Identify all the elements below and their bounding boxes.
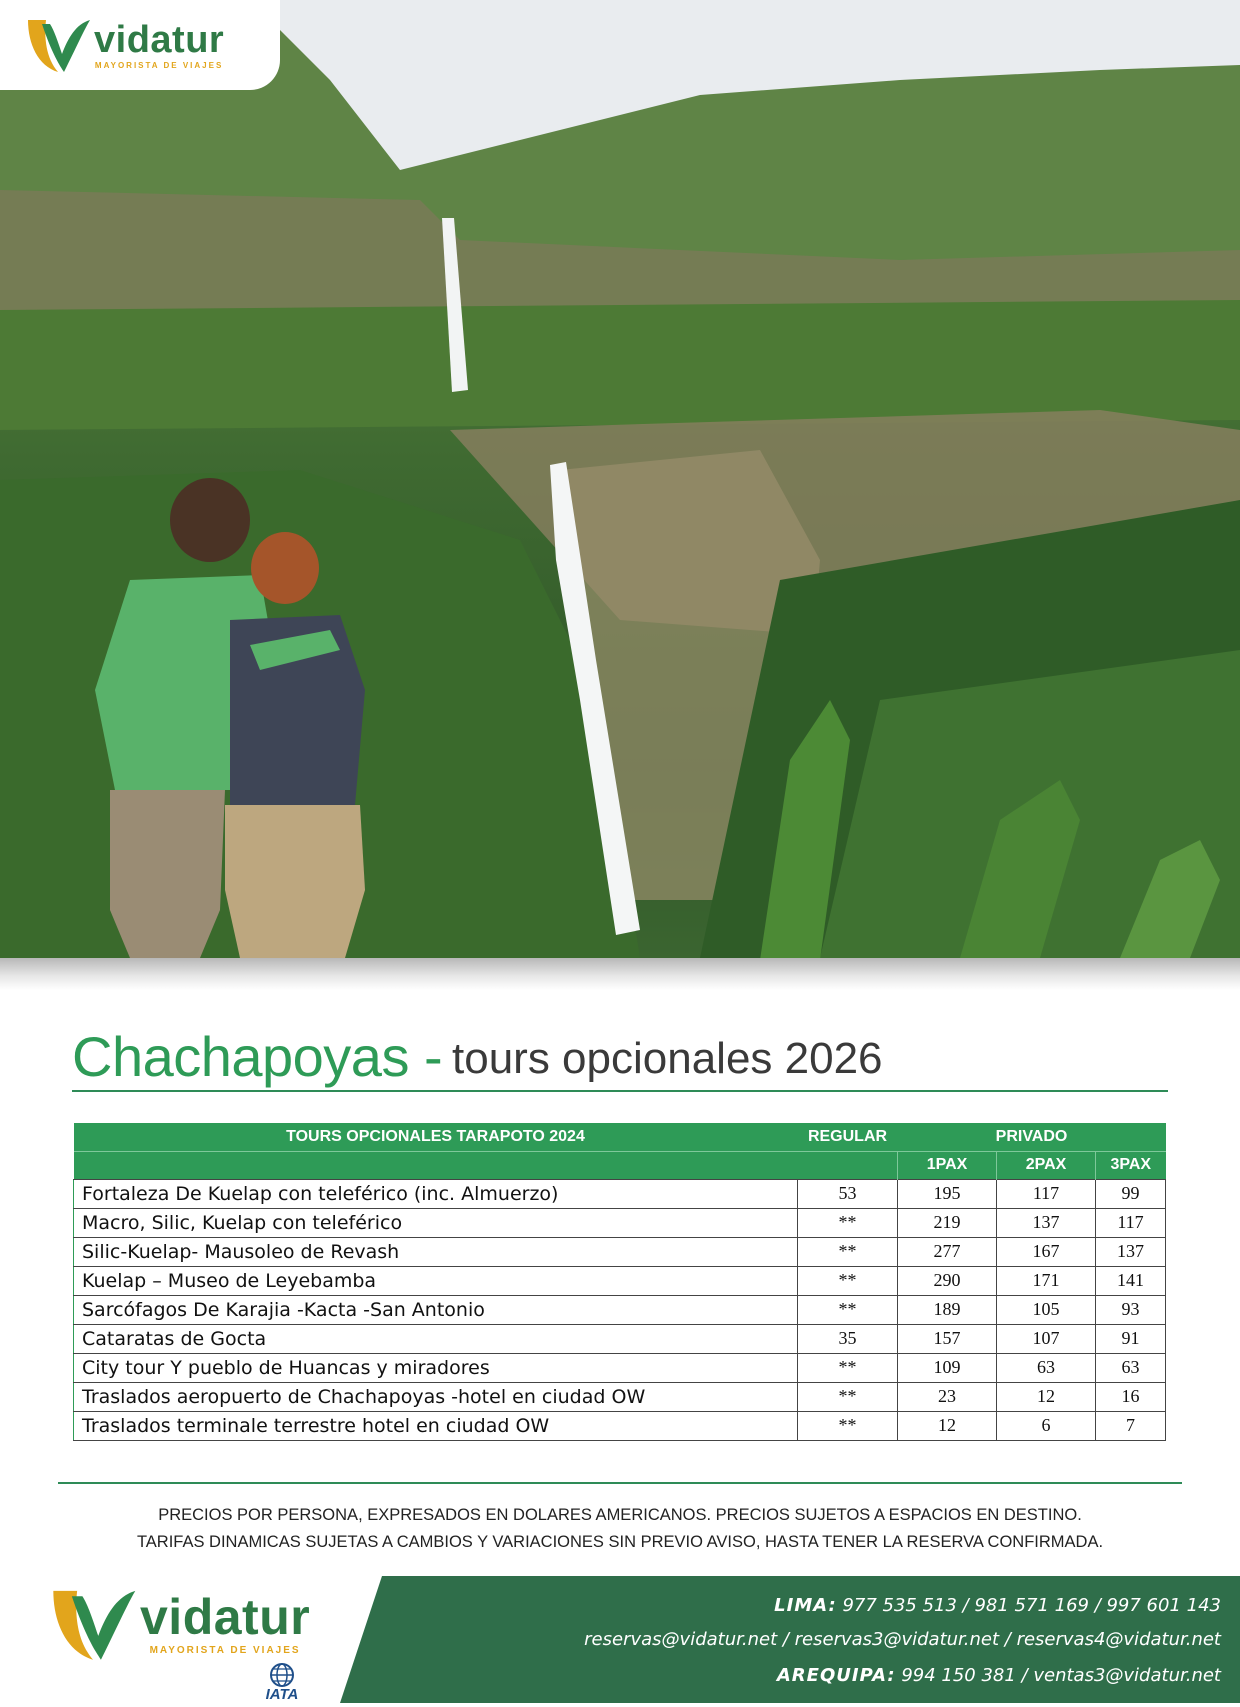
price-2pax: 167: [997, 1237, 1096, 1266]
footer-brand-tagline: MAYORISTA DE VIAJES: [149, 1645, 301, 1656]
table-subheader-row: [74, 1151, 1166, 1179]
price-3pax: 7: [1096, 1411, 1166, 1440]
page-title: [72, 1024, 1168, 1092]
brand-tagline: MAYORISTA DE VIAJES: [94, 60, 224, 70]
table-row: [74, 1382, 1166, 1411]
price-2pax: 117: [997, 1179, 1096, 1208]
iata-logo: [254, 1662, 310, 1702]
tour-name: City tour Y pueblo de Huancas y miradores: [74, 1353, 798, 1382]
header-regular: REGULAR: [798, 1123, 898, 1151]
brand-name: vidatur: [94, 18, 225, 61]
tour-name: Cataratas de Gocta: [74, 1324, 798, 1353]
table-row: [74, 1353, 1166, 1382]
price-3pax: 137: [1096, 1237, 1166, 1266]
tour-name: Macro, Silic, Kuelap con teleférico: [74, 1208, 798, 1237]
tour-name: Kuelap – Museo de Leyebamba: [74, 1266, 798, 1295]
table-row: [74, 1295, 1166, 1324]
subheader-1pax: 1PAX: [898, 1151, 997, 1179]
price-regular: **: [798, 1237, 898, 1266]
v-logo-icon: [24, 14, 92, 76]
tour-name: Fortaleza De Kuelap con teleférico (inc. Almuerzo): [74, 1179, 798, 1208]
price-1pax: 290: [898, 1266, 997, 1295]
header-logo-card: [0, 0, 280, 90]
tour-name: Sarcófagos De Karajia -Kacta -San Antonio: [74, 1295, 798, 1324]
tour-name: Silic-Kuelap- Mausoleo de Revash: [74, 1237, 798, 1266]
arequipa-label: AREQUIPA:: [776, 1665, 896, 1686]
price-3pax: 117: [1096, 1208, 1166, 1237]
footer-brand-name: vidatur: [140, 1589, 311, 1645]
price-3pax: 16: [1096, 1382, 1166, 1411]
price-regular: 53: [798, 1179, 898, 1208]
lima-phones: 977 535 513 / 981 571 169 / 997 601 143: [842, 1595, 1221, 1616]
price-2pax: 12: [997, 1382, 1096, 1411]
footer-v-logo-icon: [48, 1583, 138, 1665]
price-1pax: 189: [898, 1295, 997, 1324]
header-private: PRIVADO: [898, 1123, 1166, 1151]
price-1pax: 195: [898, 1179, 997, 1208]
footer-vidatur-logo: [48, 1583, 310, 1665]
price-2pax: 6: [997, 1411, 1096, 1440]
price-2pax: 63: [997, 1353, 1096, 1382]
price-3pax: 141: [1096, 1266, 1166, 1295]
price-1pax: 23: [898, 1382, 997, 1411]
price-3pax: 93: [1096, 1295, 1166, 1324]
price-1pax: 157: [898, 1324, 997, 1353]
table-row: [74, 1266, 1166, 1295]
table-row: [74, 1411, 1166, 1440]
price-regular: **: [798, 1382, 898, 1411]
contact-emails[interactable]: reservas@vidatur.net / reservas3@vidatur.net / reservas4@vidatur.net: [584, 1629, 1221, 1650]
header-tours: TOURS OPCIONALES TARAPOTO 2024: [74, 1123, 798, 1151]
price-regular: 35: [798, 1324, 898, 1353]
pricing-note-1: PRECIOS POR PERSONA, EXPRESADOS EN DOLARES AMERICANOS. PRECIOS SUJETOS A ESPACIOS EN DESTINO.: [158, 1506, 1082, 1524]
table-row: [74, 1179, 1166, 1208]
section-divider: [58, 1482, 1182, 1484]
table-header-row: [74, 1123, 1166, 1151]
subheader-2pax: 2PAX: [997, 1151, 1096, 1179]
price-1pax: 109: [898, 1353, 997, 1382]
price-1pax: 12: [898, 1411, 997, 1440]
vidatur-logo: [24, 14, 224, 76]
price-2pax: 105: [997, 1295, 1096, 1324]
subheader-blank-regular: [798, 1151, 898, 1179]
table-row: [74, 1208, 1166, 1237]
price-regular: **: [798, 1353, 898, 1382]
price-regular: **: [798, 1411, 898, 1440]
pricing-note-2: TARIFAS DINAMICAS SUJETAS A CAMBIOS Y VARIACIONES SIN PREVIO AVISO, HASTA TENER LA RESERVA CONFIRMADA.: [136, 1533, 1104, 1551]
price-regular: **: [798, 1208, 898, 1237]
contact-arequipa: [777, 1665, 1221, 1686]
iata-label: IATA: [265, 1686, 299, 1703]
tour-name: Traslados terminale terrestre hotel en ciudad OW: [74, 1411, 798, 1440]
table-row: [74, 1324, 1166, 1353]
price-3pax: 91: [1096, 1324, 1166, 1353]
price-regular: **: [798, 1295, 898, 1324]
price-2pax: 107: [997, 1324, 1096, 1353]
title-place: Chachapoyas -: [72, 1025, 443, 1088]
lima-label: LIMA:: [774, 1595, 837, 1616]
price-2pax: 137: [997, 1208, 1096, 1237]
tour-name: Traslados aeropuerto de Chachapoyas -hotel en ciudad OW: [74, 1382, 798, 1411]
price-1pax: 219: [898, 1208, 997, 1237]
arequipa-info[interactable]: 994 150 381 / ventas3@vidatur.net: [901, 1665, 1221, 1686]
subheader-blank: [74, 1151, 798, 1179]
price-1pax: 277: [898, 1237, 997, 1266]
price-3pax: 63: [1096, 1353, 1166, 1382]
tours-price-table: [73, 1123, 1166, 1441]
price-regular: **: [798, 1266, 898, 1295]
table-row: [74, 1237, 1166, 1266]
subheader-3pax: 3PAX: [1096, 1151, 1166, 1179]
contact-lima: [774, 1595, 1221, 1616]
hero-shadow: [0, 958, 1240, 990]
price-2pax: 171: [997, 1266, 1096, 1295]
price-3pax: 99: [1096, 1179, 1166, 1208]
title-subtitle: tours opcionales 2026: [452, 1034, 883, 1083]
